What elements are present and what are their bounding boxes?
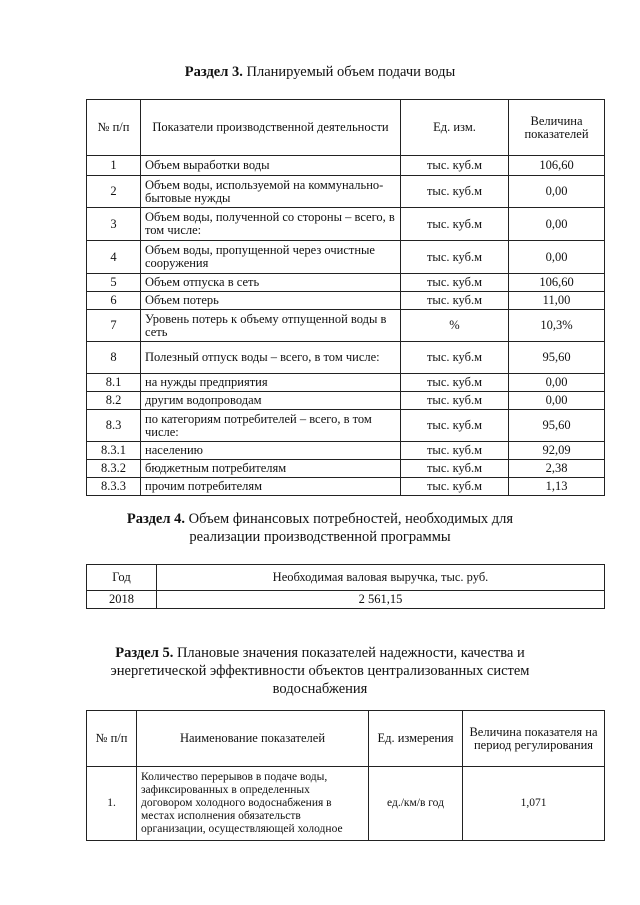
row-name: Объем выработки воды [141, 156, 401, 176]
row-unit: тыс. куб.м [401, 274, 509, 292]
row-unit: тыс. куб.м [401, 241, 509, 274]
row-num: 7 [87, 310, 141, 342]
row-value: 10,3% [509, 310, 605, 342]
row-value: 0,00 [509, 392, 605, 410]
header-unit: Ед. измерения [369, 711, 463, 767]
table-row [87, 374, 605, 392]
table-header-row [87, 100, 605, 156]
table-row [87, 767, 605, 841]
row-value: 106,60 [509, 156, 605, 176]
table-row [87, 392, 605, 410]
row-name: прочим потребителям [141, 478, 401, 496]
reliability-table [86, 710, 605, 841]
row-unit: тыс. куб.м [401, 374, 509, 392]
table-row [87, 310, 605, 342]
row-num: 8 [87, 342, 141, 374]
section4-label: Раздел 4. [126, 511, 185, 527]
header-num: № п/п [87, 100, 141, 156]
row-value: 0,00 [509, 374, 605, 392]
table-row [87, 156, 605, 176]
row-unit: тыс. куб.м [401, 460, 509, 478]
row-num: 1 [87, 156, 141, 176]
table-row [87, 292, 605, 310]
section3-label: Раздел 3. [184, 64, 243, 80]
table-row [87, 241, 605, 274]
table-row [87, 591, 605, 609]
header-revenue: Необходимая валовая выручка, тыс. руб. [157, 565, 605, 591]
section3-title [0, 63, 640, 81]
row-value: 1,071 [463, 767, 605, 841]
row-unit: тыс. куб.м [401, 342, 509, 374]
section4-title-text: Объем финансовых потребностей, необходимых для реализации производственной программы [188, 511, 514, 545]
section5-label: Раздел 5. [115, 645, 174, 661]
row-name: Полезный отпуск воды – всего, в том числе: [141, 342, 401, 374]
row-value: 11,00 [509, 292, 605, 310]
row-name: Объем воды, полученной со стороны – всего, в том числе: [141, 208, 401, 241]
header-year: Год [87, 565, 157, 591]
row-unit: тыс. куб.м [401, 478, 509, 496]
row-num: 1. [87, 767, 137, 841]
table-row [87, 442, 605, 460]
header-unit: Ед. изм. [401, 100, 509, 156]
row-value: 95,60 [509, 342, 605, 374]
row-value: 0,00 [509, 176, 605, 208]
row-name: Объем воды, используемой на коммунально-бытовые нужды [141, 176, 401, 208]
row-name: Объем отпуска в сеть [141, 274, 401, 292]
row-name: Объем потерь [141, 292, 401, 310]
row-num: 8.3.3 [87, 478, 141, 496]
section5-title-text: Плановые значения показателей надежности, качества и энергетической эффективности объектов централизованных систем водоснабжения [110, 645, 530, 697]
header-value: Величина показателя на период регулирования [463, 711, 605, 767]
row-unit: тыс. куб.м [401, 410, 509, 442]
row-name: Объем воды, пропущенной через очистные сооружения [141, 241, 401, 274]
row-num: 8.3.1 [87, 442, 141, 460]
header-indicator: Показатели производственной деятельности [141, 100, 401, 156]
row-unit: тыс. куб.м [401, 292, 509, 310]
row-value: 0,00 [509, 241, 605, 274]
table-header-row [87, 711, 605, 767]
row-unit: ед./км/в год [369, 767, 463, 841]
section4-title [0, 510, 640, 546]
row-unit: тыс. куб.м [401, 392, 509, 410]
row-unit: тыс. куб.м [401, 442, 509, 460]
section5-title [0, 644, 640, 698]
row-name: на нужды предприятия [141, 374, 401, 392]
header-value: Величина показателей [509, 100, 605, 156]
row-num: 8.3.2 [87, 460, 141, 478]
row-name: бюджетным потребителям [141, 460, 401, 478]
row-num: 8.2 [87, 392, 141, 410]
table-row [87, 478, 605, 496]
table-row [87, 176, 605, 208]
row-num: 4 [87, 241, 141, 274]
row-num: 8.1 [87, 374, 141, 392]
row-value: 2,38 [509, 460, 605, 478]
row-value: 106,60 [509, 274, 605, 292]
header-num: № п/п [87, 711, 137, 767]
table-header-row [87, 565, 605, 591]
row-num: 3 [87, 208, 141, 241]
table-row [87, 208, 605, 241]
row-num: 8.3 [87, 410, 141, 442]
row-unit: тыс. куб.м [401, 176, 509, 208]
table-row [87, 460, 605, 478]
row-value: 0,00 [509, 208, 605, 241]
row-value: 92,09 [509, 442, 605, 460]
row-year: 2018 [87, 591, 157, 609]
row-unit: % [401, 310, 509, 342]
row-num: 6 [87, 292, 141, 310]
row-name: населению [141, 442, 401, 460]
row-unit: тыс. куб.м [401, 208, 509, 241]
water-supply-table [86, 99, 605, 496]
table-row [87, 410, 605, 442]
finance-table [86, 564, 605, 609]
row-name: Уровень потерь к объему отпущенной воды в сеть [141, 310, 401, 342]
row-name: Количество перерывов в подаче воды, зафиксированных в определенных договором холодного водоснабжения в местах исполнения обязательств организации, осуществляющей холодное [137, 767, 369, 841]
row-name: по категориям потребителей – всего, в том числе: [141, 410, 401, 442]
table-row [87, 274, 605, 292]
row-value: 1,13 [509, 478, 605, 496]
row-unit: тыс. куб.м [401, 156, 509, 176]
row-name: другим водопроводам [141, 392, 401, 410]
table-row [87, 342, 605, 374]
row-num: 5 [87, 274, 141, 292]
section3-title-text: Планируемый объем подачи воды [246, 64, 456, 80]
header-name: Наименование показателей [137, 711, 369, 767]
row-value: 95,60 [509, 410, 605, 442]
row-amount: 2 561,15 [157, 591, 605, 609]
row-num: 2 [87, 176, 141, 208]
